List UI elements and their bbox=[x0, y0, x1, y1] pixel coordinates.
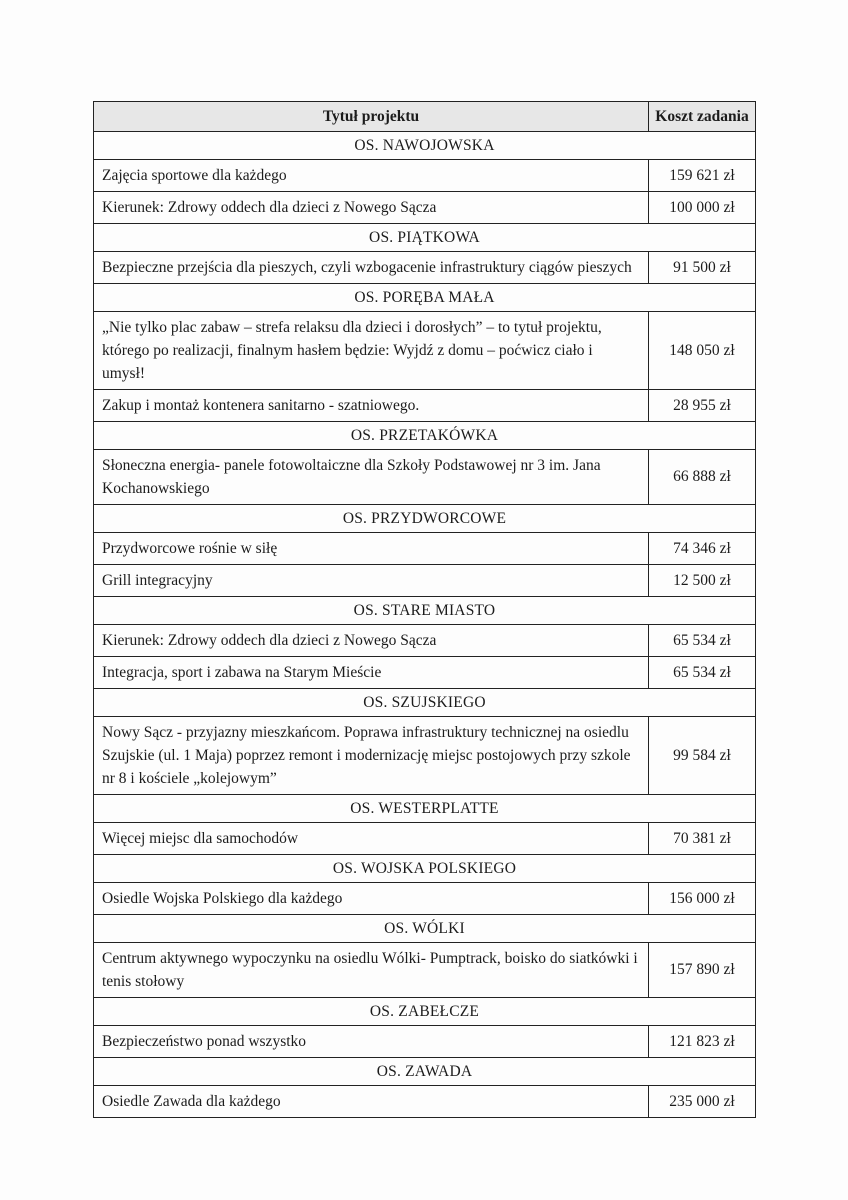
section-name: OS. ZABEŁCZE bbox=[94, 998, 756, 1026]
table-row bbox=[94, 192, 756, 224]
table-row bbox=[94, 717, 756, 795]
section-name: OS. WESTERPLATTE bbox=[94, 795, 756, 823]
section-name: OS. PORĘBA MAŁA bbox=[94, 284, 756, 312]
section-row bbox=[94, 505, 756, 533]
table-body bbox=[94, 132, 756, 1118]
task-cost: 65 534 zł bbox=[649, 625, 756, 657]
section-name: OS. PRZYDWORCOWE bbox=[94, 505, 756, 533]
project-title: Przydworcowe rośnie w siłę bbox=[94, 533, 649, 565]
project-title: Bezpieczeństwo ponad wszystko bbox=[94, 1026, 649, 1058]
section-name: OS. STARE MIASTO bbox=[94, 597, 756, 625]
table-row bbox=[94, 823, 756, 855]
task-cost: 70 381 zł bbox=[649, 823, 756, 855]
task-cost: 65 534 zł bbox=[649, 657, 756, 689]
project-title: Centrum aktywnego wypoczynku na osiedlu Wólki- Pumptrack, boisko do siatkówki i tenis stołowy bbox=[94, 943, 649, 998]
table-row bbox=[94, 533, 756, 565]
task-cost: 12 500 zł bbox=[649, 565, 756, 597]
section-row bbox=[94, 597, 756, 625]
project-title: Zakup i montaż kontenera sanitarno - szatniowego. bbox=[94, 390, 649, 422]
project-title: Bezpieczne przejścia dla pieszych, czyli wzbogacenie infrastruktury ciągów pieszych bbox=[94, 252, 649, 284]
task-cost: 66 888 zł bbox=[649, 450, 756, 505]
table-row bbox=[94, 450, 756, 505]
task-cost: 121 823 zł bbox=[649, 1026, 756, 1058]
table-row bbox=[94, 943, 756, 998]
task-cost: 157 890 zł bbox=[649, 943, 756, 998]
project-title: Więcej miejsc dla samochodów bbox=[94, 823, 649, 855]
section-row bbox=[94, 284, 756, 312]
table-row bbox=[94, 1026, 756, 1058]
column-header-project-title: Tytuł projektu bbox=[94, 102, 649, 132]
section-row bbox=[94, 132, 756, 160]
task-cost: 91 500 zł bbox=[649, 252, 756, 284]
section-name: OS. ZAWADA bbox=[94, 1058, 756, 1086]
table-row bbox=[94, 312, 756, 390]
table-row bbox=[94, 883, 756, 915]
section-name: OS. PRZETAKÓWKA bbox=[94, 422, 756, 450]
task-cost: 156 000 zł bbox=[649, 883, 756, 915]
table-row bbox=[94, 1086, 756, 1118]
section-row bbox=[94, 795, 756, 823]
project-title: Kierunek: Zdrowy oddech dla dzieci z Nowego Sącza bbox=[94, 625, 649, 657]
task-cost: 74 346 zł bbox=[649, 533, 756, 565]
project-title: Zajęcia sportowe dla każdego bbox=[94, 160, 649, 192]
column-header-task-cost: Koszt zadania bbox=[649, 102, 756, 132]
table-row bbox=[94, 160, 756, 192]
section-row bbox=[94, 689, 756, 717]
header-row bbox=[94, 102, 756, 132]
table-row bbox=[94, 565, 756, 597]
project-title: Nowy Sącz - przyjazny mieszkańcom. Poprawa infrastruktury technicznej na osiedlu Szujskie (ul. 1 Maja) poprzez remont i modernizację miejsc postojowych przy szkole nr 8 i kościele „kolejowym” bbox=[94, 717, 649, 795]
section-name: OS. PIĄTKOWA bbox=[94, 224, 756, 252]
section-name: OS. WOJSKA POLSKIEGO bbox=[94, 855, 756, 883]
project-title: Osiedle Wojska Polskiego dla każdego bbox=[94, 883, 649, 915]
project-title: Słoneczna energia- panele fotowoltaiczne dla Szkoły Podstawowej nr 3 im. Jana Kochanowskiego bbox=[94, 450, 649, 505]
section-row bbox=[94, 998, 756, 1026]
section-name: OS. SZUJSKIEGO bbox=[94, 689, 756, 717]
task-cost: 148 050 zł bbox=[649, 312, 756, 390]
project-title: Grill integracyjny bbox=[94, 565, 649, 597]
section-row bbox=[94, 422, 756, 450]
project-title: Osiedle Zawada dla każdego bbox=[94, 1086, 649, 1118]
task-cost: 100 000 zł bbox=[649, 192, 756, 224]
task-cost: 235 000 zł bbox=[649, 1086, 756, 1118]
section-row bbox=[94, 855, 756, 883]
section-name: OS. NAWOJOWSKA bbox=[94, 132, 756, 160]
project-title: Kierunek: Zdrowy oddech dla dzieci z Nowego Sącza bbox=[94, 192, 649, 224]
section-name: OS. WÓLKI bbox=[94, 915, 756, 943]
section-row bbox=[94, 915, 756, 943]
project-title: Integracja, sport i zabawa na Starym Mieście bbox=[94, 657, 649, 689]
projects-table bbox=[93, 101, 756, 1118]
section-row bbox=[94, 1058, 756, 1086]
project-title: „Nie tylko plac zabaw – strefa relaksu dla dzieci i dorosłych” – to tytuł projektu, którego po realizacji, finalnym hasłem będzie: Wyjdź z domu – poćwicz ciało i umysł! bbox=[94, 312, 649, 390]
table-row bbox=[94, 625, 756, 657]
table-row bbox=[94, 390, 756, 422]
task-cost: 159 621 zł bbox=[649, 160, 756, 192]
task-cost: 28 955 zł bbox=[649, 390, 756, 422]
table-row bbox=[94, 657, 756, 689]
task-cost: 99 584 zł bbox=[649, 717, 756, 795]
section-row bbox=[94, 224, 756, 252]
table-row bbox=[94, 252, 756, 284]
